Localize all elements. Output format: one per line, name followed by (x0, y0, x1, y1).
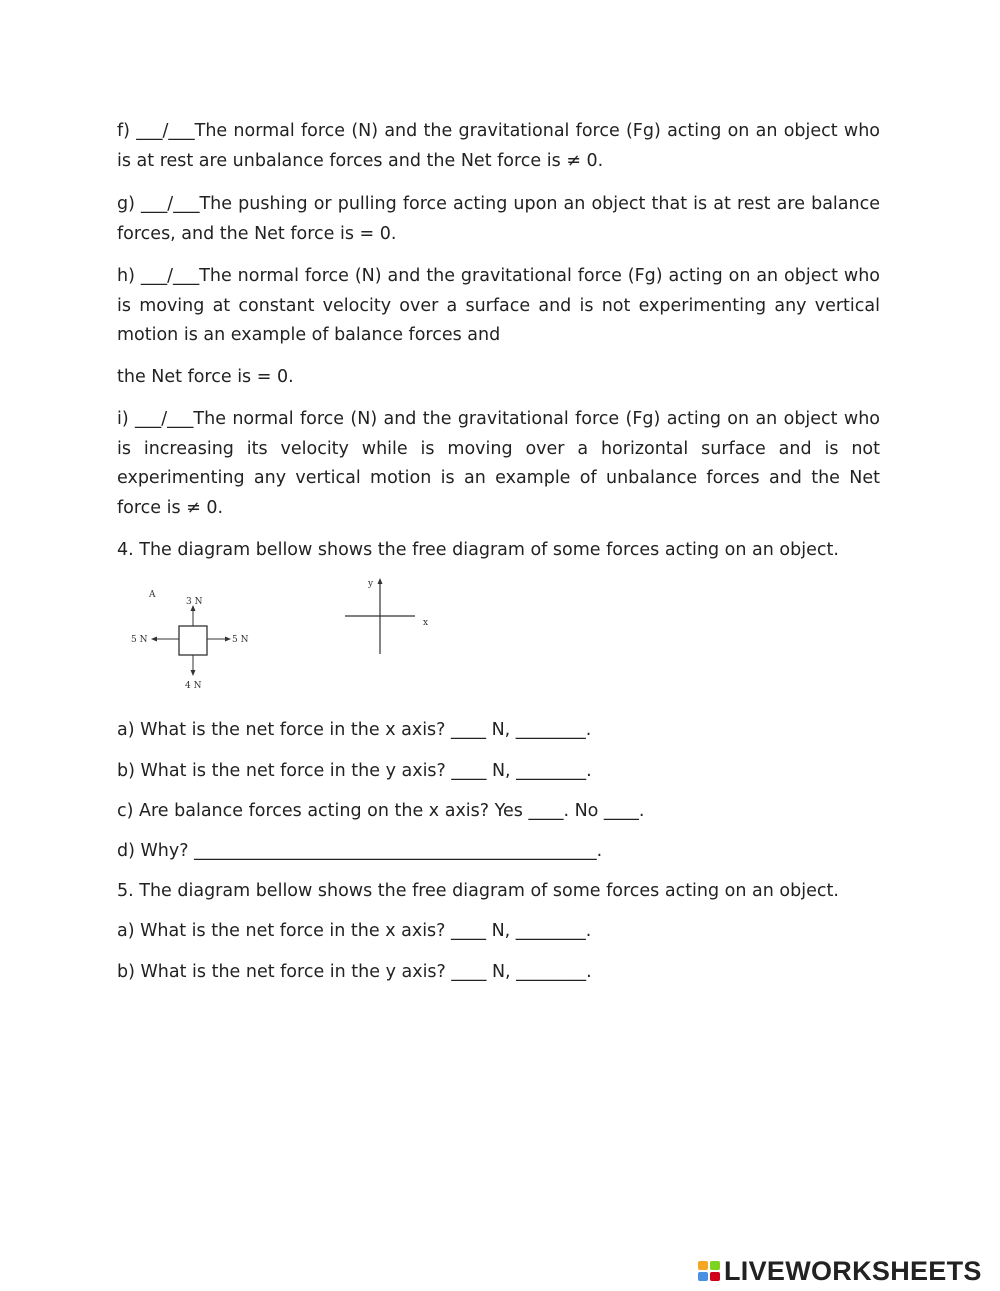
logo-square-4 (710, 1272, 720, 1281)
question-5-prompt: 5. The diagram bellow shows the free diagram of some forces acting on an object. (117, 881, 839, 901)
logo-mark-icon (698, 1261, 720, 1281)
down-arrowhead (191, 670, 196, 676)
question-4c: c) Are balance forces acting on the x axis? Yes ____. No ____. (117, 801, 645, 821)
right-arrowhead (225, 637, 231, 642)
question-4b: b) What is the net force in the y axis? ____ N, ________. (117, 761, 592, 781)
question-4-prompt: 4. The diagram bellow shows the free diagram of some forces acting on an object. (117, 540, 839, 560)
left-force-label: 5 N (131, 635, 148, 645)
diagram-label-a: A (149, 590, 156, 600)
logo-square-3 (698, 1272, 708, 1281)
y-axis-label: y (368, 579, 374, 589)
question-5a: a) What is the net force in the x axis? ____ N, ________. (117, 921, 592, 941)
question-4a: a) What is the net force in the x axis? ____ N, ________. (117, 720, 592, 740)
question-5b: b) What is the net force in the y axis? ____ N, ________. (117, 962, 592, 982)
logo-text: LIVEWORKSHEETS (724, 1255, 982, 1286)
liveworksheets-logo (698, 1256, 982, 1286)
question-i: i) ___/___The normal force (N) and the gravitational force (Fg) acting on an object who is increasing its velocity while is moving over a horizontal surface and is not experimenting any vertical motion is an example of unbalance forces and the Net force is ≠ 0. (117, 409, 880, 518)
question-f: f) ___/___The normal force (N) and the gravitational force (Fg) acting on an object who is at rest are unbalance forces and the Net force is ≠ 0. (117, 121, 880, 171)
question-h-continuation: the Net force is = 0. (117, 367, 294, 387)
free-body-diagram (118, 572, 448, 697)
left-arrowhead (151, 637, 157, 642)
question-g: g) ___/___The pushing or pulling force acting upon an object that is at rest are balance forces, and the Net force is = 0. (117, 194, 880, 244)
x-axis-label: x (423, 618, 429, 628)
down-force-label: 4 N (185, 681, 202, 691)
object-box (179, 626, 207, 655)
y-axis-arrowhead (378, 578, 383, 584)
up-force-label: 3 N (186, 597, 203, 607)
question-4d: d) Why? ______________________________________________. (117, 841, 603, 861)
question-h: h) ___/___The normal force (N) and the gravitational force (Fg) acting on an object who is moving at constant velocity over a surface and is not experimenting any vertical motion is an example of balance forces and (117, 266, 880, 345)
logo-square-1 (698, 1261, 708, 1270)
right-force-label: 5 N (232, 635, 249, 645)
logo-square-2 (710, 1261, 720, 1270)
